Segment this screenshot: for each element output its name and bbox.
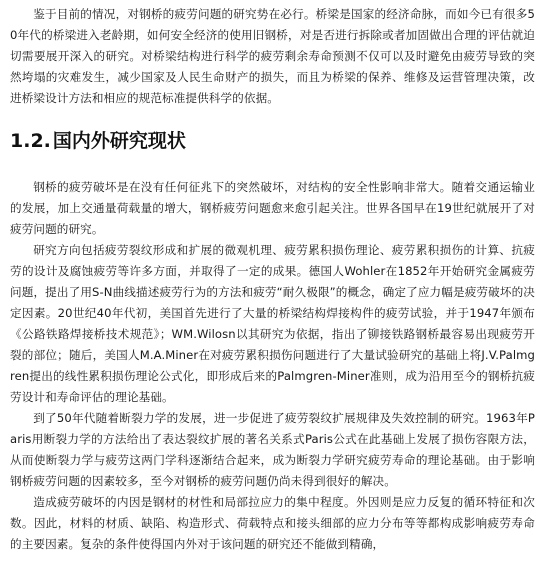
body-paragraph: 研究方向包括疲劳裂纹形成和扩展的微观机理、疲劳累积损伤理论、疲劳累积损伤的计算、抗疲劳的设计及腐蚀疲劳等许多方面，并取得了一定的成果。德国人Wohler在1852年开始研究金属疲劳问题，提出了用S-N曲线描述疲劳行为的方法和疲劳“耐久极限”的概念，确定了应力幅是疲劳破坏的决定因素。20世纪40年代初，美国首先进行了大量的桥梁结构焊接构件的疲劳试验，并于1947年颁布《公路铁路焊接桥技术规范》；WM.Wilosn以其研究为依据，指出了铆接铁路钢桥最容易出现疲劳开裂的部位；随后，美国人M.A.Miner在对疲劳累积损伤问题进行了大量试验研究的基础上将J.V.Palmgren提出的线性累积损伤理论公式化，即形成后来的Palmgren-Miner准则，成为沿用至今的钢桥抗疲劳设计和寿命评估的理论基础。	[10, 243, 535, 404]
section-number: 1.2.	[10, 130, 51, 152]
section-title: 国内外研究现状	[52, 130, 186, 152]
section-heading	[10, 127, 535, 155]
intro-paragraph: 鉴于目前的情况，对钢桥的疲劳问题的研究势在必行。桥梁是国家的经济命脉，而如今已有很多50年代的桥梁进入老龄期，如何安全经济的使用旧钢桥，对是否进行拆除或者加固做出合理的评估就迫切需要展开深入的研究。对桥梁结构进行科学的疲劳剩余寿命预测不仅可以及时避免由疲劳导致的突然垮塌的灾难发生，减少国家及人民生命财产的损失，而且为桥梁的保养、维修及运营管理决策，改进桥梁设计方法和相应的规范标准提供科学的依据。	[10, 7, 535, 105]
body-paragraph: 到了50年代随着断裂力学的发展，进一步促进了疲劳裂纹扩展规律及失效控制的研究。1963年Paris用断裂力学的方法给出了表达裂纹扩展的著名关系式Paris公式在此基础上发展了损伤容限方法，从而使断裂力学与疲劳这两门学科逐渐结合起来，成为断裂力学研究疲劳寿命的理论基础。由于影响钢桥疲劳问题的因素较多，至今对钢桥的疲劳问题仍尚未得到很好的解决。	[10, 411, 535, 488]
body-paragraph: 钢桥的疲劳破坏是在没有任何征兆下的突然破坏，对结构的安全性影响非常大。随着交通运输业的发展，加上交通量荷载量的增大，钢桥疲劳问题愈来愈引起关注。世界各国早在19世纪就展开了对疲劳问题的研究。	[10, 180, 535, 236]
body-paragraph: 造成疲劳破坏的内因是钢材的材性和局部拉应力的集中程度。外因则是应力反复的循环特征和次数。因此，材料的材质、缺陷、构造形式、荷载特点和接头细部的应力分布等等都构成影响疲劳寿命的主要因素。复杂的条件使得国内外对于该问题的研究还不能做到精确，	[10, 495, 535, 551]
